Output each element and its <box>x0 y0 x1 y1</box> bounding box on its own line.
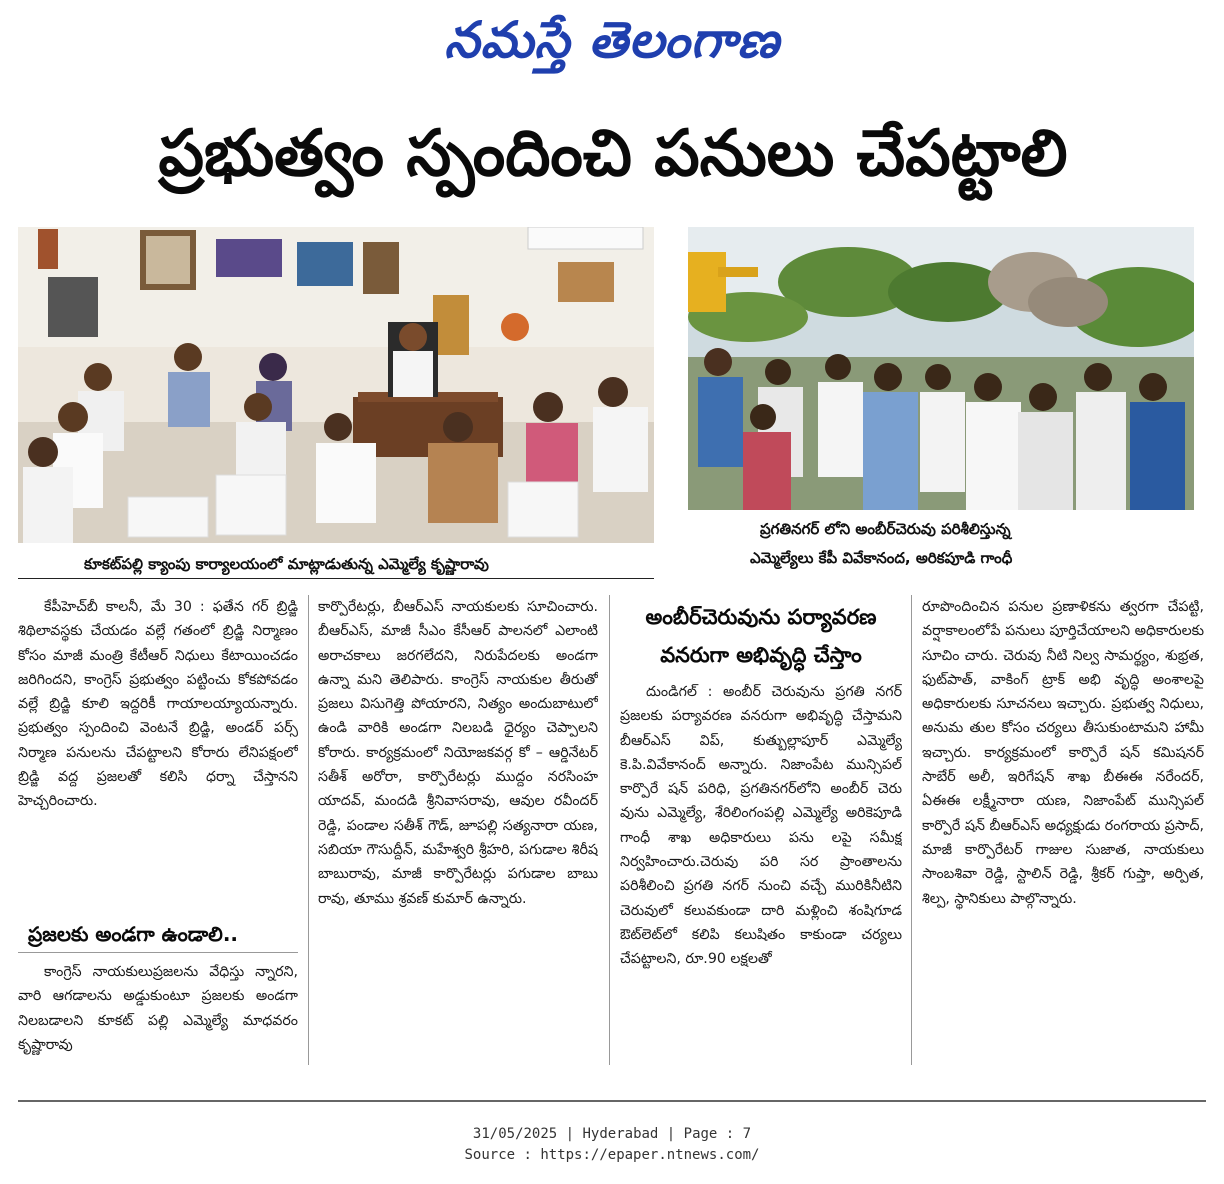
article1-column2 <box>318 595 598 1065</box>
right-photo-caption-line1: ప్రగతినగర్ లోని అంబీర్‌చెరువు పరిశీలిస్తున్న <box>760 520 1011 538</box>
article2-column2 <box>922 595 1204 1065</box>
article1-column1-continued <box>18 960 298 1065</box>
article1-subhead: ప్రజలకు అండగా ఉండాలి.. <box>28 922 239 946</box>
footer-source-link[interactable]: Source : https://epaper.ntnews.com/ <box>464 1147 760 1163</box>
left-photo-caption: కూకట్‌పల్లి క్యాంపు కార్యాలయంలో మాట్లాడుతున్న ఎమ్మెల్యే కృష్ణారావు <box>84 555 489 573</box>
caption-rule-left <box>18 578 654 579</box>
column-rule-1 <box>308 595 309 1065</box>
meeting-photo <box>18 227 654 543</box>
article1-paragraph2: కాంగ్రెస్ నాయకులుప్రజలను వేధిస్తు న్నారని, వారి ఆగడాలను అడ్డుకుంటూ ప్రజలకు అండగా నిలబడాలని కూకట్ పల్లి ఎమ్మెల్యే మాధవరం కృష్ణారావు <box>18 964 298 1053</box>
article2-paragraph2: రూపొందించిన పనుల ప్రణాళికను త్వరగా చేపట్టి, వర్షాకాలంలోపే పనులు పూర్తిచేయాలని అధికారులకు సూచిం చారు. చెరువు నీటి నిల్వ సామర్థ్యం, శుభ్రత, ఫుట్‌పాత్, వాకింగ్ ట్రాక్ అభి వృద్ధి అంశాలపై అధికారులకు సూచనలు ఇచ్చారు. ప్రభుత్వ నిధులు, అనుమ తుల కోసం చర్యలు తీసుకుంటామని హామీ ఇచ్చారు. కార్యక్రమంలో కార్పొరే షన్ కమిషనర్ సాబేర్ అలీ, ఇరిగేషన్ శాఖ బీఈఈ నరేందర్, ఏఈఈ లక్ష్మీనారా యణ, నిజాంపేట్ మున్సిపల్ కార్పొరే షన్ బీఆర్ఎస్ అధ్యక్షుడు రంగరాయ ప్రసాద్, మాజీ కార్పొరేటర్ గాజుల సుజాత, నాయకులు సాంబశివా రెడ్డి, స్టాలిన్ రెడ్డి, శ్రీకర్ గుప్తా, అర్పిత, శిల్ప, స్థానికులు పాల్గొన్నారు. <box>922 599 1204 907</box>
newspaper-masthead: నమస్తే తెలంగాణ <box>444 10 780 69</box>
article2-headline: అంబీర్‌చెరువును పర్యావరణ వనరుగా అభివృద్ధి చేస్తాం <box>645 605 877 667</box>
lake-inspection-photo <box>688 227 1194 510</box>
article1-paragraph1: కేపీహెచ్‌బీ కాలనీ, మే 30 : ఫతేన గర్ బ్రిడ్జి శిథిలావస్థకు చేయడం వల్లే గతంలో బ్రిడ్జి నిర్మాణం కోసం మాజీ మంత్రి కేటీఆర్ నిధులు కేటాయించడం జరిగిందని, కాంగ్రెస్ ప్రభుత్వం పట్టించు కోకపోవడం వల్లే బ్రిడ్జి కూలి ఇద్దరికీ గాయాలయ్యాయన్నారు. ప్రభుత్వం స్పందించి వెంటనే బ్రిడ్జి, అండర్ పర్స్ నిర్మాణ పనులను చేపట్టాలని కోరారు లేనిపక్షంలో బ్రిడ్జి వద్ద ప్రజలతో కలిసి ధర్నా చేస్తానని హెచ్చరించారు. <box>18 599 298 810</box>
column-rule-2 <box>609 595 610 1065</box>
article2-column1 <box>620 680 902 1065</box>
article-headline: ప్రభుత్వం స్పందించి పనులు చేపట్టాలి <box>158 117 1068 191</box>
article2-paragraph1: దుండిగల్ : అంబీర్ చెరువును ప్రగతి నగర్ ప్రజలకు పర్యావరణ వనరుగా అభివృద్ధి చేస్తామని బీఆర్ఎస్ విప్, కుత్బుల్లాపూర్ ఎమ్మెల్యే కె.పి.వివేకానంద్ అన్నారు. నిజాంపేట మున్సిపల్ కార్పొరే షన్ పరిధి, ప్రగతినగర్‌లోని అంబీర్ చెరు వును ఎమ్మెల్యే, శేరిలింగంపల్లి ఎమ్మెల్యే అరికెపూడి గాంధీ శాఖ అధికారులు పను లపై సమీక్ష నిర్వహించారు.చెరువు పరి సర ప్రాంతాలను పరిశీలించి ప్రగతి నగర్ నుంచి వచ్చే మురికినీటిని చెరువులో కలువకుండా దారి మళ్లించి శంషిగూడ ఔట్‌లెట్‌లో కలిపి కలుషితం కాకుండా చర్యలు చేపట్టాలని, రూ.90 లక్షలతో <box>620 684 902 968</box>
footer-divider <box>18 1100 1206 1102</box>
footer-date-page: 31/05/2025 | Hyderabad | Page : 7 <box>472 1126 752 1142</box>
right-photo-caption-line2: ఎమ్మెల్యేలు కేపీ వివేకానంద, అరికపూడి గాంధీ <box>750 549 1013 567</box>
article1-paragraph3: కార్పొరేటర్లు, బీఆర్ఎస్ నాయకులకు సూచించారు. బీఆర్ఎస్, మాజీ సీఎం కేసీఆర్ పాలనలో ఎలాంటి అరాచకాలు జరగలేదని, నిరుపేదలకు అండగా ఉన్నా మని తెలిపారు. కాంగ్రెస్ నాయకుల తీరుతో ప్రజలు విసుగెత్తి పోయారని, నిత్యం అందుబాటులో ఉండి వారికి అండగా నిలబడి ధైర్యం చెప్పాలని కోరారు. కార్యక్రమంలో నియోజకవర్గ కో – ఆర్డినేటర్ సతీశ్ అరోరా, కార్పొరేటర్లు ముద్దం నరసింహ యాదవ్, మందడి శ్రీనివాసరావు, ఆవుల రవీందర్ రెడ్డి, పండాల సతీశ్ గౌడ్, జూపల్లి సత్యనారా యణ, సబియా గౌసుద్దీన్, మహేశ్వరి శ్రీహరి, పగుడాల శిరీష బాబురావు, మాజీ కార్పొరేటర్లు పగుడాల బాబు రావు, తూము శ్రవణ్ కుమార్ ఉన్నారు. <box>318 599 598 907</box>
column-rule-3 <box>911 595 912 1065</box>
